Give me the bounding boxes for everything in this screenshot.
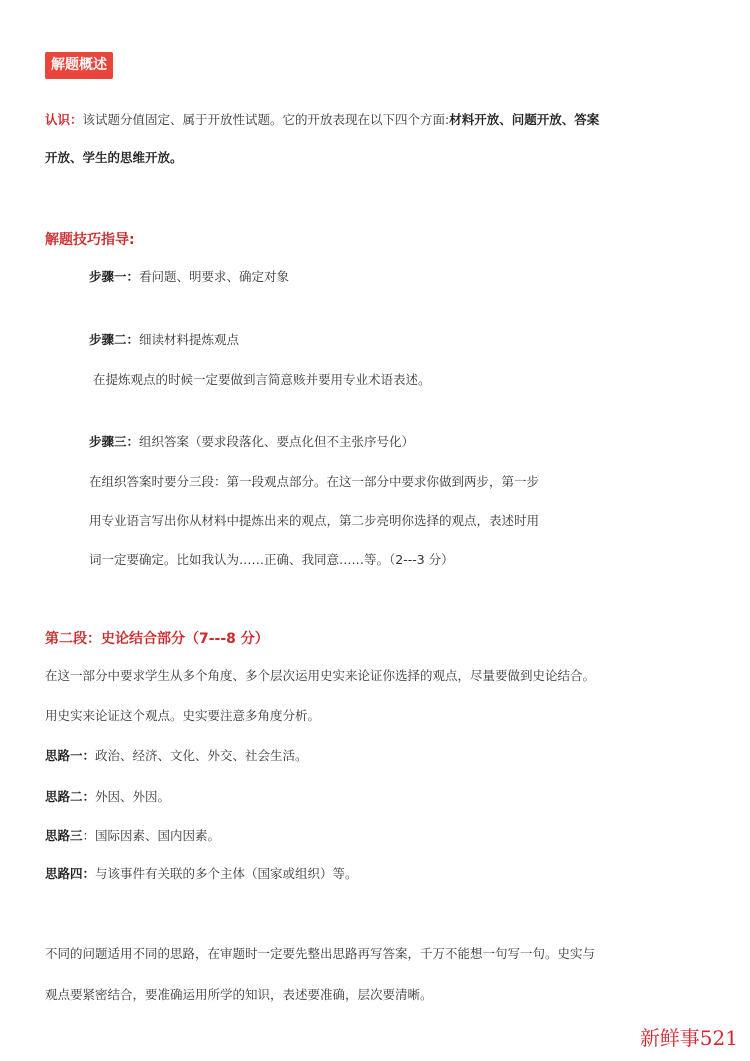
idea-1-label: 思路一： — [45, 748, 96, 763]
conclusion-line: 不同的问题适用不同的思路，在审题时一定要先整出思路再写答案，千万不能想一句写一句。史实与 — [45, 946, 596, 961]
section-2-title: 第二段：史论结合部分（7---8 分） — [45, 631, 269, 647]
conclusion-line: 观点要紧密结合，要准确运用所学的知识，表述要准确，层次要清晰。 — [45, 987, 433, 1002]
idea-3 — [45, 826, 220, 846]
intro-label: 认识： — [45, 112, 83, 127]
step-1-label: 步骤一： — [89, 269, 140, 284]
idea-4-text: 与该事件有关联的多个主体（国家或组织）等。 — [95, 866, 358, 881]
intro-line-1 — [45, 110, 599, 130]
step-3-line: 词一定要确定。比如我认为……正确、我同意……等。（2---3 分） — [89, 552, 454, 567]
step-2 — [89, 330, 239, 350]
step-3-text: 组织答案（要求段落化、要点化但不主张序号化） — [139, 434, 415, 449]
idea-4 — [45, 864, 358, 884]
step-1-text: 看问题、明要求、确定对象 — [139, 269, 290, 284]
step-2-label: 步骤二： — [89, 332, 140, 347]
idea-3-label: 思路三 — [45, 828, 83, 843]
step-1 — [89, 267, 289, 287]
step-3 — [89, 432, 414, 452]
section-2-line: 用史实来论证这个观点。史实要注意多角度分析。 — [45, 708, 321, 723]
idea-3-text: ：国际因素、国内因素。 — [82, 828, 221, 843]
intro-text: 该试题分值固定、属于开放性试题。它的开放表现在以下四个方面: — [82, 112, 450, 127]
idea-1 — [45, 746, 308, 766]
step-2-note: 在提炼观点的时候一定要做到言简意赅并要用专业术语表述。 — [93, 372, 431, 387]
idea-4-label: 思路四： — [45, 866, 96, 881]
step-3-label: 步骤三： — [89, 434, 140, 449]
intro-line-2 — [45, 148, 183, 168]
idea-2 — [45, 787, 170, 807]
step-3-line: 在组织答案时要分三段：第一段观点部分。在这一部分中要求你做到两步，第一步 — [89, 474, 540, 489]
idea-2-label: 思路二： — [45, 789, 96, 804]
section-2-line: 在这一部分中要求学生从多个角度、多个层次运用史实来论证你选择的观点，尽量要做到史论结合。 — [45, 668, 596, 683]
idea-2-text: 外因、外因。 — [95, 789, 171, 804]
guide-title: 解题技巧指导: — [45, 232, 135, 248]
intro-bold-2: 开放、学生的思维开放。 — [45, 150, 183, 165]
intro-bold-1: 材料开放、问题开放、答案 — [449, 112, 600, 127]
step-2-text: 细读材料提炼观点 — [139, 332, 240, 347]
idea-1-text: 政治、经济、文化、外交、社会生活。 — [95, 748, 308, 763]
step-3-line: 用专业语言写出你从材料中提炼出来的观点，第二步亮明你选择的观点，表述时用 — [89, 513, 540, 528]
watermark: 新鲜事521 — [639, 1026, 738, 1050]
section-tag: 解题概述 — [45, 52, 113, 79]
